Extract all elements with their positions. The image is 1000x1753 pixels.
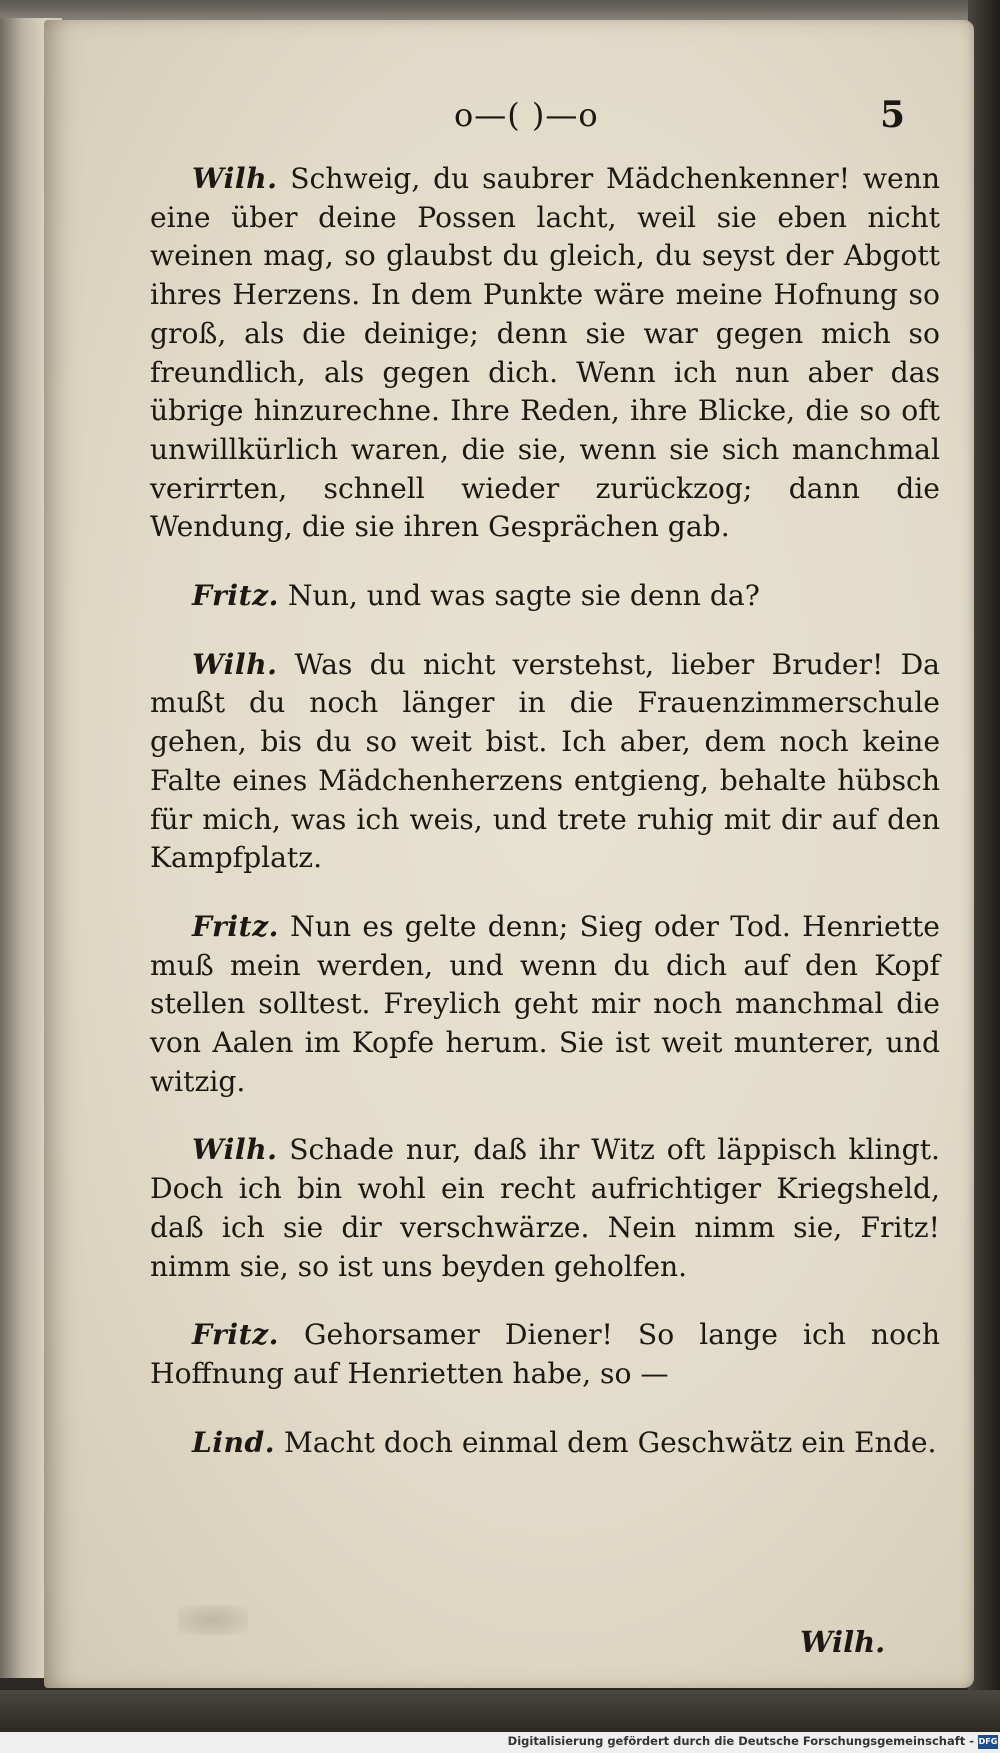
page-text (150, 160, 940, 1462)
speech-5 (150, 1131, 940, 1286)
footer-credit: Digitalisierung gefördert durch die Deutsche Forschungsgemeinschaft - (507, 1734, 974, 1748)
book-bottom-edge (0, 1690, 1000, 1732)
speech-text: Gehorsamer Diener! So lange ich noch Hoffnung auf Henrietten habe, so — (150, 1318, 940, 1390)
speech-3 (150, 646, 940, 878)
speech-7 (150, 1424, 940, 1463)
running-head: o—( )—o (454, 96, 599, 134)
speaker-name: Wilh. (192, 1133, 278, 1167)
speech-text: Schade nur, daß ihr Witz oft läppisch klingt. Doch ich bin wohl ein recht aufrichtiger Kriegsheld, daß ich sie dir verschwärze. Nein nimm sie, Fritz! nimm sie, so ist uns beyden geholfen. (150, 1133, 940, 1283)
speech-text: Nun, und was sagte sie denn da? (287, 579, 760, 613)
page-number: 5 (880, 94, 906, 136)
speech-text: Was du nicht verstehst, lieber Bruder! Da mußt du noch länger in die Frauenzimmerschule gehen, bis du so weit bist. Ich aber, dem noch keine Falte eines Mädchenherzens entgieng, behalte hübsch für mich, was ich weis, und trete ruhig mit dir auf den Kampfplatz. (150, 647, 940, 875)
speech-6 (150, 1316, 940, 1393)
speech-text: Schweig, du saubrer Mädchenkenner! wenn eine über deine Possen lacht, weil sie eben nicht weinen mag, so glaubst du gleich, du seyst der Abgott ihres Herzens. In dem Punkte wäre meine Hofnung so groß, als die deinige; denn sie war gegen mich so freundlich, als gegen dich. Wenn ich nun aber das übrige hinzurechne. Ihre Reden, ihre Blicke, die so oft unwillkürlich waren, die sie, wenn sie sich manchmal verirrten, schnell wieder zurückzog; dann die Wendung, die sie ihren Gesprächen gab. (150, 162, 941, 544)
speaker-name: Fritz. (192, 1318, 279, 1352)
speaker-name: Fritz. (192, 579, 279, 613)
speaker-name: Wilh. (192, 162, 278, 195)
speech-text: Macht doch einmal dem Geschwätz ein Ende. (284, 1425, 937, 1459)
digitization-footer (0, 1732, 1000, 1753)
speaker-name: Wilh. (192, 647, 278, 681)
dfg-logo-icon: DFG (978, 1735, 998, 1749)
speech-1 (150, 160, 940, 547)
speech-2 (150, 577, 940, 616)
speech-text: Nun es gelte denn; Sieg oder Tod. Henriette muß mein werden, und wenn du dich auf den Kopf stellen solltest. Freylich geht mir noch manchmal die von Aalen im Kopfe herum. Sie ist weit munterer, und witzig. (150, 909, 940, 1098)
speaker-name: Lind. (192, 1425, 276, 1459)
speaker-name: Fritz. (192, 909, 279, 943)
speech-4 (150, 908, 940, 1102)
ink-smudge (178, 1605, 248, 1635)
catchword: Wilh. (800, 1625, 886, 1659)
